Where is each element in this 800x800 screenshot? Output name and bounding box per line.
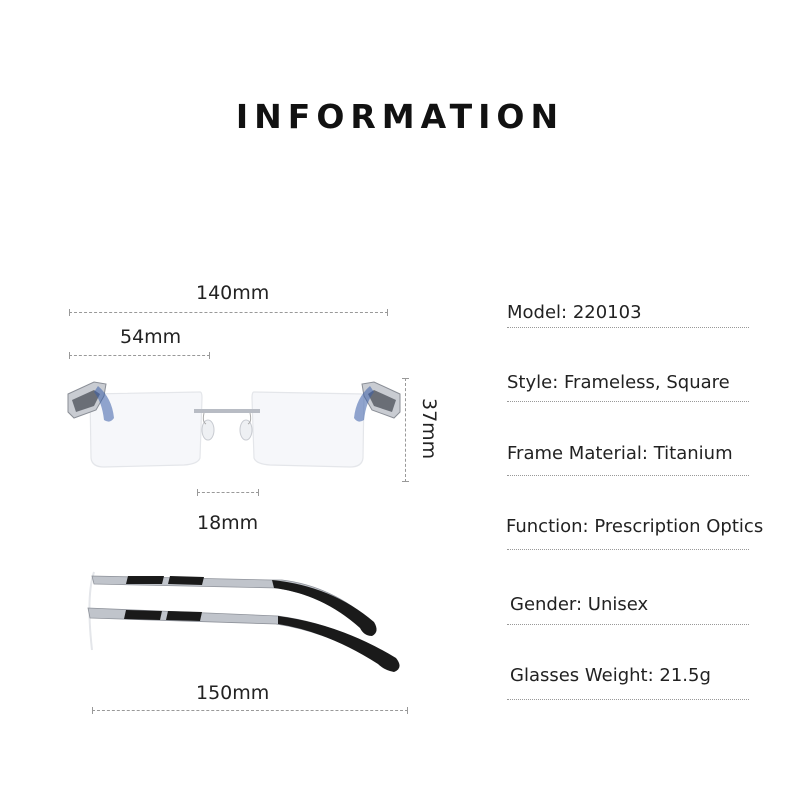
total-width-label: 140mm: [196, 282, 270, 304]
spec-divider: [507, 549, 749, 550]
spec-divider: [507, 401, 749, 402]
spec-style: Style: Frameless, Square: [507, 372, 730, 393]
spec-weight: Glasses Weight: 21.5g: [510, 665, 711, 686]
spec-divider: [507, 624, 749, 625]
glasses-front-image: [64, 372, 404, 482]
lens-width-label: 54mm: [120, 326, 182, 348]
temple-length-label: 150mm: [196, 682, 270, 704]
bridge-width-line: [197, 492, 259, 493]
spec-function: Function: Prescription Optics: [506, 516, 764, 537]
page-title: INFORMATION: [235, 97, 565, 136]
lens-width-line: [69, 355, 210, 356]
lens-height-label: 37mm: [418, 398, 440, 460]
lens-height-line: [405, 378, 406, 482]
spec-divider: [507, 327, 749, 328]
total-width-line: [69, 312, 388, 313]
glasses-side-image: [82, 566, 412, 676]
spec-gender: Gender: Unisex: [510, 594, 649, 615]
spec-divider: [507, 699, 749, 700]
temple-length-line: [92, 710, 408, 711]
spec-frame-material: Frame Material: Titanium: [507, 443, 733, 464]
spec-model: Model: 220103: [507, 302, 642, 323]
bridge-width-label: 18mm: [197, 512, 259, 534]
spec-divider: [507, 475, 749, 476]
